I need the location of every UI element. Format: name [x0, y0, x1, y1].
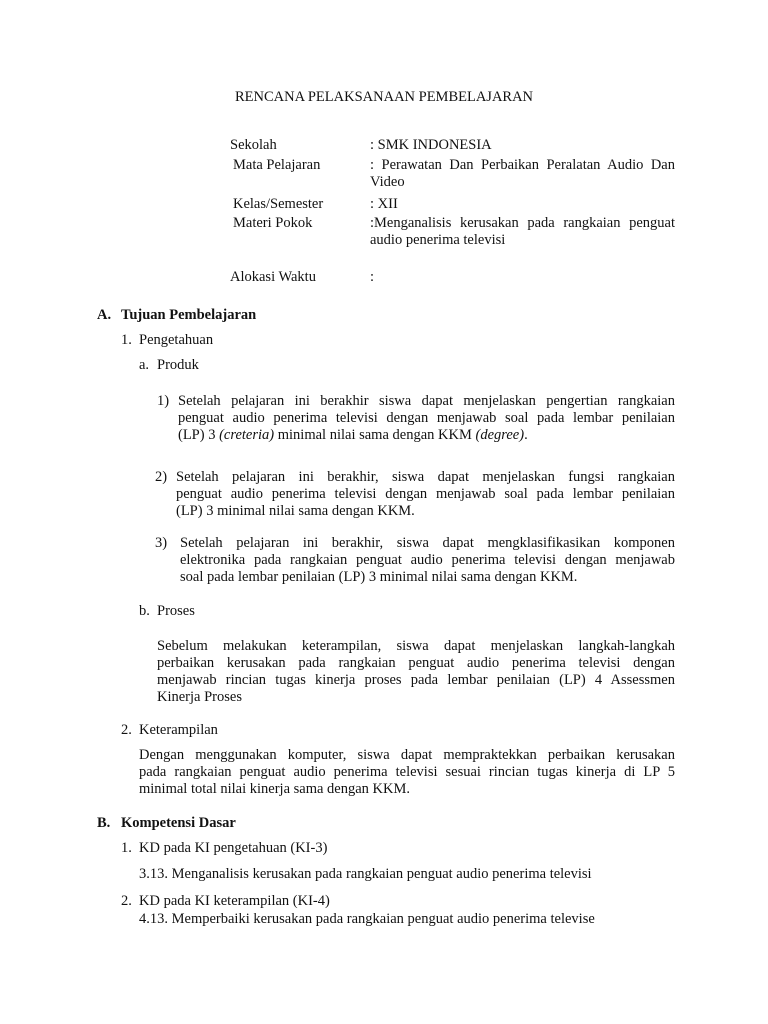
proses-line2: perbaikan kerusakan pada rangkaian penguat audio penerima televisi dengan — [157, 655, 675, 671]
kd-3-13: 3.13. Menganalisis kerusakan pada rangkaian penguat audio penerima televisi — [139, 866, 592, 882]
produk-marker: a. — [139, 357, 150, 373]
mapel-value: : Perawatan Dan Perbaikan Peralatan Audio Dan Video — [370, 157, 675, 190]
kd-4-13: 4.13. Memperbaiki kerusakan pada rangkaian penguat audio penerima televise — [139, 911, 595, 927]
keterampilan-line3: minimal total nilai kinerja sama dengan KKM. — [139, 781, 411, 797]
alokasi-label: Alokasi Waktu — [230, 269, 316, 285]
produk-point3-marker: 3) — [155, 535, 168, 551]
produk-point1-line3 — [178, 427, 528, 444]
alokasi-value: : — [370, 269, 375, 285]
produk-point2-line1: Setelah pelajaran ini berakhir, siswa dapat menjelaskan fungsi rangkaian — [176, 469, 675, 485]
section-a-heading: Tujuan Pembelajaran — [121, 307, 257, 323]
proses-marker: b. — [139, 603, 150, 619]
materi-value: :Menganalisis kerusakan pada rangkaian penguat audio penerima televisi — [370, 215, 675, 248]
produk-point1-degree: (degree) — [475, 427, 525, 443]
kelas-label: Kelas/Semester — [233, 196, 324, 212]
sekolah-value: : SMK INDONESIA — [370, 137, 492, 153]
page-title: RENCANA PELAKSANAAN PEMBELAJARAN — [234, 89, 534, 105]
b-item2-marker: 2. — [121, 893, 132, 909]
produk-point1-line3-start: (LP) 3 — [178, 427, 220, 443]
produk-point3-line1: Setelah pelajaran ini berakhir, siswa dapat mengklasifikasikan komponen — [180, 535, 675, 551]
b-item1-marker: 1. — [121, 840, 132, 856]
produk-point1-line3-mid: minimal nilai sama dengan KKM — [274, 427, 476, 443]
kelas-value: : XII — [370, 196, 398, 212]
proses-line1: Sebelum melakukan keterampilan, siswa dapat menjelaskan langkah-langkah — [157, 638, 675, 654]
produk-point2-marker: 2) — [155, 469, 168, 485]
a-item1-label: Pengetahuan — [139, 332, 214, 348]
mapel-label: Mata Pelajaran — [233, 157, 321, 173]
produk-point1-criteria: (creteria) — [219, 427, 275, 443]
produk-point3-line3: soal pada lembar penilaian (LP) 3 minimal nilai sama dengan KKM. — [180, 569, 578, 585]
keterampilan-line2: pada rangkaian penguat audio penerima televisi sesuai rincian tugas kinerja di LP 5 — [139, 764, 675, 780]
b-item2-label: KD pada KI keterampilan (KI-4) — [139, 893, 330, 909]
materi-label: Materi Pokok — [233, 215, 313, 231]
proses-line4: Kinerja Proses — [157, 689, 242, 705]
b-item1-label: KD pada KI pengetahuan (KI-3) — [139, 840, 328, 856]
produk-point1-line2: penguat audio penerima televisi dengan menjawab soal pada lembar penilaian — [178, 410, 675, 426]
produk-label: Produk — [157, 357, 199, 373]
produk-point2-line2: penguat audio penerima televisi dengan menjawab soal pada lembar penilaian — [176, 486, 675, 502]
proses-line3: menjawab rincian tugas kinerja proses pada lembar penilaian (LP) 4 Assessmen — [157, 672, 675, 688]
proses-label: Proses — [157, 603, 195, 619]
produk-point1-line1: Setelah pelajaran ini berakhir siswa dapat menjelaskan pengertian rangkaian — [178, 393, 675, 409]
produk-point2-line3: (LP) 3 minimal nilai sama dengan KKM. — [176, 503, 415, 519]
keterampilan-line1: Dengan menggunakan komputer, siswa dapat mempraktekkan perbaikan kerusakan — [139, 747, 675, 763]
sekolah-label: Sekolah — [230, 137, 277, 153]
produk-point1-line3-end: . — [524, 427, 528, 443]
section-a-marker: A. — [97, 307, 112, 323]
section-b-heading: Kompetensi Dasar — [121, 815, 236, 831]
a-item1-marker: 1. — [121, 332, 132, 348]
section-b-marker: B. — [97, 815, 111, 831]
produk-point3-line2: elektronika pada rangkaian penguat audio penerima televisi dengan menjawab — [180, 552, 675, 568]
a-item2-label: Keterampilan — [139, 722, 218, 738]
produk-point1-marker: 1) — [157, 393, 170, 409]
a-item2-marker: 2. — [121, 722, 132, 738]
